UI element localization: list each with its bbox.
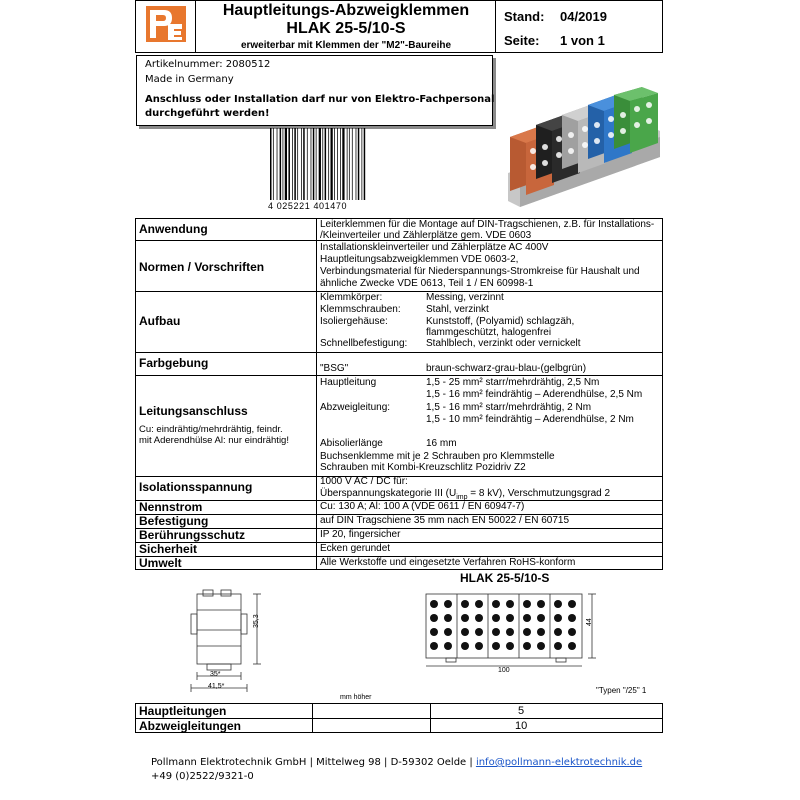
barcode-bar xyxy=(292,128,293,200)
leitung-extra-1: Buchsenklemme mit je 2 Schrauben pro Klemmstelle xyxy=(320,451,555,462)
logo-graphic xyxy=(146,6,186,42)
top-view-drawing xyxy=(422,588,602,670)
aufbau-key: Isoliergehäuse: xyxy=(320,316,388,327)
farbgebung-value: braun-schwarz-grau-blau-(gelbgrün) xyxy=(426,363,587,374)
footer-phone: +49 (0)2522/9321-0 xyxy=(151,771,254,782)
barcode-bar xyxy=(325,128,327,200)
top-view-lines xyxy=(422,588,602,670)
screw-hole xyxy=(554,628,562,636)
normen-line-2: Hauptleitungsabzweigklemmen VDE 0603-2, xyxy=(320,254,519,265)
article-number: Artikelnummer: 2080512 xyxy=(145,59,271,70)
barcode-bar xyxy=(342,128,344,200)
normen-line-4: ähnliche Zwecke VDE 0613, Teil 1 / EN 60998-1 xyxy=(320,278,534,289)
screw-hole xyxy=(537,628,545,636)
normen-line-3: Verbindungsmaterial für Niederspannungs-Stromkreise für Haushalt und xyxy=(320,266,640,277)
barcode-bar xyxy=(358,128,360,200)
barcode-bar xyxy=(313,128,315,200)
farbgebung-key: "BSG" xyxy=(320,363,349,374)
screw-hole xyxy=(461,642,469,650)
barcode-bar xyxy=(364,128,366,200)
product-subtitle: erweiterbar mit Klemmen der "M2"-Baureihe xyxy=(240,40,452,51)
spec-table-divider xyxy=(316,218,317,570)
aufbau-value: Kunststoff, (Polyamid) schlagzäh, xyxy=(426,316,575,327)
screw-hole xyxy=(506,628,514,636)
barcode-bar xyxy=(277,128,278,200)
barcode-bar xyxy=(328,128,329,200)
barcode-bar xyxy=(303,128,305,200)
screw-hole xyxy=(475,614,483,622)
screw-hole xyxy=(430,614,438,622)
barcode-bar xyxy=(352,128,353,200)
warning-line-2: durchgeführt werden! xyxy=(145,108,270,119)
footer-company-address: Pollmann Elektrotechnik GmbH | Mittelweg 98 | D-59302 Oelde | xyxy=(151,757,476,768)
screw-hole xyxy=(444,600,452,608)
screw-hole xyxy=(492,628,500,636)
screw-hole xyxy=(554,642,562,650)
warning-line-1: Anschluss oder Installation darf nur von Elektro-Fachpersonal xyxy=(145,94,495,105)
value-abzweigleitungen: 10 xyxy=(515,720,528,732)
isolation-subscript: imp xyxy=(456,494,468,501)
barcode-bar xyxy=(307,128,308,200)
dim-44-label: 44 xyxy=(586,618,593,626)
screw-hole xyxy=(475,642,483,650)
terminal-block-illustration xyxy=(500,85,663,213)
screw-hole xyxy=(554,614,562,622)
nennstrom-value: Cu: 130 A; Al: 100 A (VDE 0611 / EN 60947-7) xyxy=(320,501,525,512)
screw-hole xyxy=(430,600,438,608)
barcode-bar xyxy=(316,128,317,200)
barcode-bar xyxy=(349,128,350,200)
barcode-bar xyxy=(294,128,296,200)
product-photo xyxy=(500,85,663,213)
barcode-bar xyxy=(273,128,274,200)
label-leitungsanschluss: Leitungsanschluss xyxy=(139,404,248,418)
header-divider-right xyxy=(495,0,496,53)
dim-415-label: 41,5* xyxy=(208,683,225,690)
screw-hole xyxy=(568,628,576,636)
barcode-bars xyxy=(268,128,376,200)
screw-hole xyxy=(568,614,576,622)
label-nennstrom: Nennstrom xyxy=(139,500,203,514)
anwendung-line-1: Leiterklemmen für die Montage auf DIN-Tragschienen, z.B. für Installations- xyxy=(320,219,655,230)
screw-hole xyxy=(523,642,531,650)
leitung-note-1: Cu: eindrähtig/mehrdrähtig, feindr. xyxy=(139,424,283,435)
isolation-line-1: 1000 V AC / DC für: xyxy=(320,476,408,487)
anwendung-line-2: /Kleinverteiler und Zählerplätze gem. VDE 0603 xyxy=(320,230,532,241)
screw-hole xyxy=(475,628,483,636)
row-sep xyxy=(135,542,663,543)
screw-hole xyxy=(461,600,469,608)
umwelt-value: Alle Werkstoffe und eingesetzte Verfahren RoHS-konform xyxy=(320,557,576,568)
barcode-bar xyxy=(319,128,321,200)
sicherheit-value: Ecken gerundet xyxy=(320,543,391,554)
screw-hole xyxy=(523,614,531,622)
screw-hole xyxy=(444,614,452,622)
aufbau-key: Klemmkörper: xyxy=(320,292,383,303)
barcode-bar xyxy=(362,128,363,200)
screw-hole xyxy=(523,628,531,636)
screw-hole xyxy=(537,642,545,650)
aufbau-value: Stahlblech, verzinkt oder vernickelt xyxy=(426,338,581,349)
row-sep xyxy=(135,291,663,292)
screw-hole xyxy=(444,628,452,636)
dim-height-label: 35,3 xyxy=(253,614,260,628)
screw-hole xyxy=(492,600,500,608)
screw-hole xyxy=(568,642,576,650)
label-abzweigleitungen: Abzweigleitungen xyxy=(139,719,241,733)
screw-hole xyxy=(492,642,500,650)
haupt-value-1: 1,5 - 25 mm² starr/mehrdrähtig, 2,5 Nm xyxy=(426,377,600,388)
isolation-line-2-pre: Überspannungskategorie III (U xyxy=(320,488,457,499)
label-sicherheit: Sicherheit xyxy=(139,542,198,556)
screw-hole xyxy=(554,600,562,608)
aufbau-key: Schnellbefestigung: xyxy=(320,338,408,349)
barcode-bar xyxy=(331,128,333,200)
screw-hole xyxy=(537,600,545,608)
screw-hole xyxy=(430,628,438,636)
barcode-bar xyxy=(297,128,298,200)
barcode-bar xyxy=(283,128,284,200)
screw-hole xyxy=(475,600,483,608)
isolation-line-2-post: = 8 kV), Verschmutzungsgrad 2 xyxy=(467,488,611,499)
aufbau-value: flammgeschützt, halogenfrei xyxy=(426,327,552,338)
abzweig-key: Abzweigleitung: xyxy=(320,402,391,413)
barcode-bar xyxy=(288,128,290,200)
dim-100-label: 100 xyxy=(498,667,510,674)
screw-hole xyxy=(506,614,514,622)
abiso-key: Abisolierlänge xyxy=(320,438,383,449)
label-farbgebung: Farbgebung xyxy=(139,356,209,370)
made-in: Made in Germany xyxy=(145,74,234,85)
seite-value: 1 von 1 xyxy=(560,33,605,48)
aufbau-key: Klemmschrauben: xyxy=(320,304,401,315)
label-befestigung: Befestigung xyxy=(139,514,209,528)
screw-hole xyxy=(506,600,514,608)
label-aufbau: Aufbau xyxy=(139,314,181,328)
side-view-drawing xyxy=(185,588,275,693)
side-view-lines xyxy=(185,588,275,693)
company-logo xyxy=(146,6,186,42)
barcode xyxy=(268,128,376,212)
screw-hole xyxy=(523,600,531,608)
barcode-bar xyxy=(301,128,302,200)
screw-hole xyxy=(461,614,469,622)
screw-hole xyxy=(430,642,438,650)
value-hauptleitungen: 5 xyxy=(518,705,525,717)
note-typen: "Typen "/25" 1 xyxy=(596,686,647,695)
barcode-bar xyxy=(334,128,335,200)
screw-hole xyxy=(537,614,545,622)
barcode-bar xyxy=(340,128,341,200)
haupt-value-2: 1,5 - 16 mm² feindrähtig – Aderendhülse, 2,5 Nm xyxy=(426,389,643,400)
befestigung-value: auf DIN Tragschiene 35 mm nach EN 50022 / EN 60715 xyxy=(320,515,570,526)
screw-hole xyxy=(444,642,452,650)
barcode-bar xyxy=(322,128,323,200)
label-normen: Normen / Vorschriften xyxy=(139,260,265,274)
screw-hole xyxy=(506,642,514,650)
stand-value: 04/2019 xyxy=(560,9,607,24)
footer-address xyxy=(151,757,642,768)
row-sep xyxy=(135,352,663,353)
barcode-bar xyxy=(270,128,272,200)
leitung-note-2: mit Aderendhülse Al: nur eindrähtig! xyxy=(139,435,289,446)
label-isolation: Isolationsspannung xyxy=(139,480,253,494)
row-sep xyxy=(135,375,663,376)
aufbau-value: Messing, verzinnt xyxy=(426,292,504,303)
barcode-bar xyxy=(356,128,357,200)
isolation-line-2 xyxy=(320,488,610,501)
seite-label: Seite: xyxy=(504,33,540,48)
note-mm-hoeher: mm höher xyxy=(340,694,372,701)
abzweig-value-2: 1,5 - 10 mm² feindrähtig – Aderendhülse, 2 Nm xyxy=(426,414,634,425)
barcode-bar xyxy=(280,128,282,200)
screw-hole xyxy=(461,628,469,636)
haupt-key: Hauptleitung xyxy=(320,377,377,388)
aufbau-value: Stahl, verzinkt xyxy=(426,304,489,315)
header-divider-left xyxy=(195,0,196,53)
barcode-bar xyxy=(347,128,348,200)
leitung-extra-2: Schrauben mit Kombi-Kreuzschlitz Pozidriv Z2 xyxy=(320,462,526,473)
label-umwelt: Umwelt xyxy=(139,556,182,570)
drawing-title: HLAK 25-5/10-S xyxy=(460,571,550,585)
product-title: HLAK 25-5/10-S xyxy=(286,20,406,37)
normen-line-1: Installationskleinverteiler und Zählerplätze AC 400V xyxy=(320,242,549,253)
barcode-bar xyxy=(311,128,312,200)
beruehrungsschutz-value: IP 20, fingersicher xyxy=(320,529,401,540)
footer-email-link[interactable]: info@pollmann-elektrotechnik.de xyxy=(475,757,643,768)
label-beruehrungsschutz: Berührungsschutz xyxy=(139,528,246,542)
barcode-digits: 4 025221 401470 xyxy=(268,201,348,211)
barcode-bar xyxy=(337,128,338,200)
label-hauptleitungen: Hauptleitungen xyxy=(139,704,227,718)
stand-label: Stand: xyxy=(504,9,545,24)
screw-hole xyxy=(568,600,576,608)
dim-35-label: 35* xyxy=(210,671,221,678)
barcode-bar xyxy=(285,128,287,200)
abiso-value: 16 mm xyxy=(426,438,457,449)
abzweig-value-1: 1,5 - 16 mm² starr/mehrdrähtig, 2 Nm xyxy=(426,402,592,413)
info-box xyxy=(136,55,493,126)
screw-hole xyxy=(492,614,500,622)
label-anwendung: Anwendung xyxy=(139,222,208,236)
page-title: Hauptleitungs-Abzweigklemmen xyxy=(222,2,470,19)
